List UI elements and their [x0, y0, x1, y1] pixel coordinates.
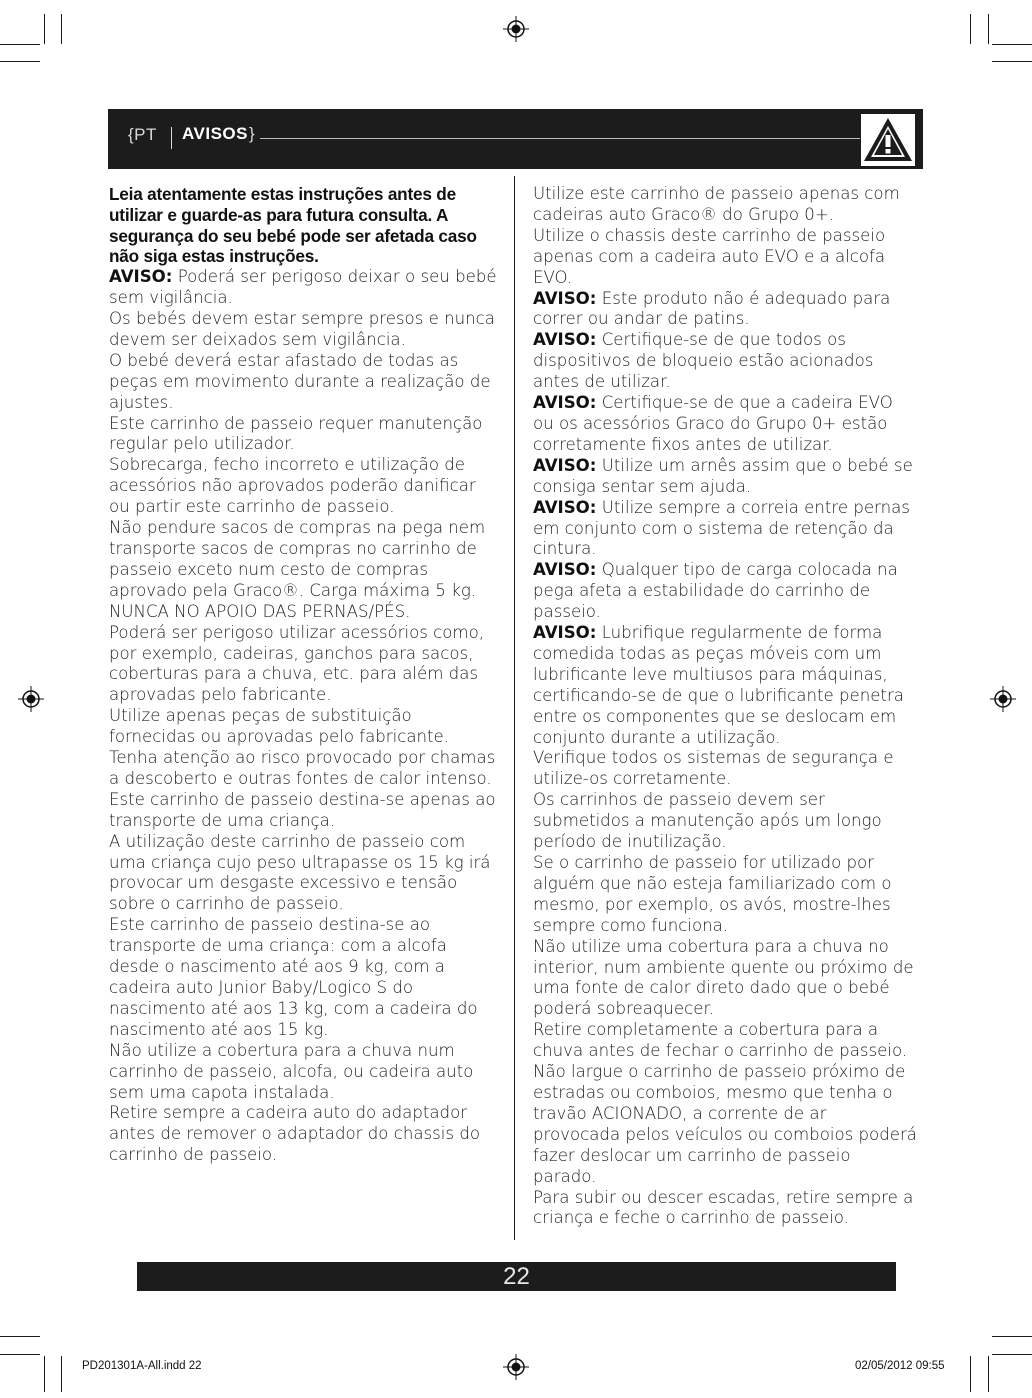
registration-mark-icon	[18, 686, 44, 712]
warning-paragraph	[109, 267, 501, 309]
instruction-paragraph: Para subir ou descer escadas, retire sempre a criança e feche o carrinho de passeio.	[533, 1187, 914, 1228]
warning-label: AVISO:	[533, 497, 597, 517]
crop-mark	[0, 1336, 40, 1337]
instruction-paragraph: A utilização deste carrinho de passeio com uma criança cujo peso ultrapasse os 15 kg irá provocar um desgaste excessivo e tensão sobre o carrinho de passeio.	[109, 831, 491, 914]
registration-mark-icon	[990, 686, 1016, 712]
slug-date: 02/05/2012 09:55	[855, 1360, 945, 1372]
warning-label: AVISO:	[533, 288, 597, 308]
instruction-paragraph: Utilize apenas peças de substituição fornecidas ou aprovadas pelo fabricante.	[109, 706, 450, 747]
instruction-paragraph: Não pendure sacos de compras na pega nem transporte sacos de compras no carrinho de passeio exceto num cesto de compras aprovado pela Graco®. Carga máxima 5 kg. NUNCA NO APOIO DAS PERNAS/PÉS.	[109, 518, 486, 621]
crop-mark	[992, 1354, 1032, 1355]
crop-mark	[988, 1356, 989, 1392]
warning-text: Qualquer tipo de carga colocada na pega afeta a estabilidade do carrinho de passeio.	[533, 560, 898, 622]
header-separator	[171, 127, 172, 149]
crop-mark	[61, 14, 62, 44]
crop-mark	[988, 14, 989, 44]
instruction-paragraph: Os carrinhos de passeio devem ser submetidos a manutenção após um longo período de inutilização.	[533, 790, 882, 852]
crop-mark	[44, 1356, 45, 1392]
instruction-paragraph: Este carrinho de passeio destina-se apenas ao transporte de uma criança.	[109, 789, 496, 830]
registration-mark-icon	[503, 1354, 529, 1380]
instruction-paragraph: Se o carrinho de passeio for utilizado por alguém que não esteja familiarizado com o mesmo, por exemplo, os avós, mostre-lhes sempre como funciona.	[533, 853, 892, 935]
crop-mark	[44, 14, 45, 44]
column-divider	[514, 176, 515, 1240]
warning-text: Poderá ser perigoso deixar o seu bebé sem vigilância.	[109, 267, 497, 308]
warning-text: Utilize sempre a correia entre pernas em conjunto com o sistema de retenção da cintura.	[533, 497, 910, 559]
instruction-paragraph: O bebé deverá estar afastado de todas as peças em movimento durante a realização de ajustes.	[109, 350, 491, 412]
instruction-paragraph: Utilize o chassis deste carrinho de passeio apenas com a cadeira auto EVO e a alcofa EVO.	[533, 225, 886, 287]
header-brace: }	[249, 124, 255, 143]
warning-paragraph	[533, 289, 917, 331]
header-rule	[260, 138, 860, 139]
instruction-paragraph: Utilize este carrinho de passeio apenas com cadeiras auto Graco® do Grupo 0+.	[533, 184, 900, 224]
warning-label: AVISO:	[109, 267, 173, 287]
warning-text: Certifique-se de que a cadeira EVO ou os acessórios Graco do Grupo 0+ estão corretamente fixos antes de utilizar.	[533, 393, 893, 454]
warning-paragraph	[533, 623, 917, 748]
warning-label: AVISO:	[533, 560, 597, 580]
instruction-paragraph: Retire completamente a cobertura para a chuva antes de fechar o carrinho de passeio.	[533, 1020, 908, 1061]
crop-mark	[992, 44, 1032, 45]
warning-label: AVISO:	[533, 330, 597, 350]
page-footer-bar	[137, 1262, 896, 1291]
instruction-paragraph: Retire sempre a cadeira auto do adaptador antes de remover o adaptador do chassis do carrinho de passeio.	[109, 1103, 481, 1165]
warning-paragraph	[533, 560, 917, 623]
warning-text: Utilize um arnês assim que o bebé se consiga sentar sem ajuda.	[533, 455, 913, 496]
warning-paragraph	[533, 330, 917, 393]
warning-text: Certifique-se de que todos os dispositivos de bloqueio estão acionados antes de utilizar.	[533, 330, 874, 392]
instruction-paragraph: Este carrinho de passeio destina-se ao transporte de uma criança: com a alcofa desde o nascimento até aos 9 kg, com a cadeira auto Junior Baby/Logico S do nascimento até aos 13 kg, com a cadeira do nascimento até aos 15 kg.	[109, 915, 478, 1039]
warning-label: AVISO:	[533, 623, 597, 643]
warning-badge	[861, 114, 915, 166]
crop-mark	[0, 44, 40, 45]
crop-mark	[970, 1356, 971, 1392]
registration-mark-icon	[503, 16, 529, 42]
instruction-paragraph: Os bebés devem estar sempre presos e nunca devem ser deixados sem vigilância.	[109, 309, 495, 349]
left-column	[109, 184, 501, 1166]
crop-mark	[0, 61, 40, 62]
right-column	[533, 184, 917, 1229]
intro-paragraph: Leia atentamente estas instruções antes de utilizar e guarde-as para futura consulta. A segurança do seu bebé pode ser afetada caso não siga estas instruções.	[109, 184, 477, 267]
crop-mark	[992, 1336, 1032, 1337]
instruction-paragraph: Não utilize uma cobertura para a chuva no interior, num ambiente quente ou próximo de uma fonte de calor direto dado que o bebé poderá sobreaquecer.	[533, 936, 914, 1019]
warning-paragraph	[533, 393, 917, 456]
instruction-paragraph: Este carrinho de passeio requer manutenção regular pelo utilizador.	[109, 413, 483, 454]
instruction-paragraph: Não utilize a cobertura para a chuva num carrinho de passeio, alcofa, ou cadeira auto sem uma capota instalada.	[109, 1040, 474, 1102]
section-title: AVISOS	[182, 124, 248, 143]
instruction-paragraph: Tenha atenção ao risco provocado por chamas a descoberto e outras fontes de calor intenso.	[109, 748, 496, 788]
section-header	[108, 109, 923, 169]
instruction-paragraph: Não largue o carrinho de passeio próximo de estradas ou comboios, mesmo que tenha o travão ACIONADO, a corrente de ar provocada pelos veículos ou comboios poderá fazer deslocar um carrinho de passeio parado.	[533, 1062, 917, 1186]
instruction-paragraph: Sobrecarga, fecho incorreto e utilização de acessórios não aprovados poderão danificar ou partir este carrinho de passeio.	[109, 455, 476, 517]
crop-mark	[970, 14, 971, 44]
warning-label: AVISO:	[533, 393, 597, 413]
warning-paragraph	[533, 498, 917, 561]
page-number: 22	[503, 1263, 530, 1290]
warning-paragraph	[533, 456, 917, 498]
crop-mark	[61, 1356, 62, 1392]
warning-text: Lubrifique regularmente de forma comedida todas as peças móveis com um lubrificante leve multiusos para máquinas, certificando-se de que o lubrificante penetra entre os componentes que se deslocam em conjunto durante a utilização.	[533, 623, 904, 747]
crop-mark	[0, 1354, 40, 1355]
slug-file: PD201301A-All.indd 22	[82, 1360, 202, 1372]
instruction-paragraph: Poderá ser perigoso utilizar acessórios como, por exemplo, cadeiras, ganchos para sacos, coberturas para a chuva, etc. para além das aprovadas pelo fabricante.	[109, 622, 485, 705]
warning-text: Este produto não é adequado para correr ou andar de patins.	[533, 288, 891, 329]
warning-triangle-icon	[861, 114, 915, 166]
warning-label: AVISO:	[533, 455, 597, 475]
crop-mark	[992, 61, 1032, 62]
instruction-paragraph: Verifique todos os sistemas de segurança e utilize-os corretamente.	[533, 748, 894, 789]
language-code: {PT	[128, 125, 157, 144]
